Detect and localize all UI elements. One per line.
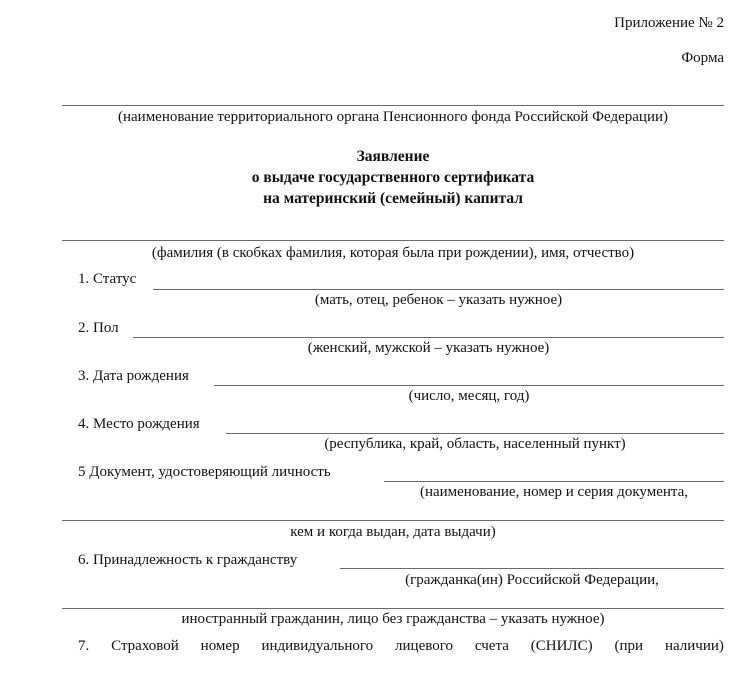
snils-word: номер (200, 638, 240, 654)
document-hint: (наименование, номер и серия документа, (419, 484, 689, 500)
title-line-3: на материнский (семейный) капитал (263, 190, 523, 207)
document-label: 5 Документ, удостоверяющий личность (78, 464, 331, 480)
form-label: Форма (681, 50, 724, 66)
document-title (62, 146, 724, 209)
document-line[interactable] (384, 481, 724, 482)
snils-word: наличии) (664, 638, 724, 654)
title-line-2: о выдаче государственного сертификата (251, 169, 535, 186)
status-hint: (мать, отец, ребенок – указать нужное) (314, 292, 563, 308)
birth-date-hint: (число, месяц, год) (408, 388, 530, 404)
snils-word: лицевого (395, 638, 454, 654)
citizenship-hint: (гражданка(ин) Российской Федерации, (405, 572, 659, 588)
birth-place-hint: (республика, край, область, населенный пункт) (324, 436, 626, 452)
birth-date-label: 3. Дата рождения (78, 368, 189, 384)
org-name-caption: (наименование территориального органа Пенсионного фонда Российской Федерации) (117, 109, 668, 125)
birth-place-label: 4. Место рождения (78, 416, 200, 432)
org-name-line[interactable] (62, 105, 724, 106)
document-line-2[interactable] (62, 520, 724, 521)
birth-date-line[interactable] (214, 385, 724, 386)
gender-hint: (женский, мужской – указать нужное) (307, 340, 550, 356)
title-line-1: Заявление (356, 148, 430, 165)
citizenship-label: 6. Принадлежность к гражданству (78, 552, 298, 568)
appendix-label: Приложение № 2 (614, 15, 724, 31)
snils-word: (СНИЛС) (530, 638, 593, 654)
citizenship-line[interactable] (340, 568, 724, 569)
document-hint-2: кем и когда выдан, дата выдачи) (290, 524, 496, 540)
full-name-caption: (фамилия (в скобках фамилия, которая была при рождении), имя, отчество) (151, 245, 635, 261)
snils-word: индивидуального (261, 638, 374, 654)
snils-word: (при (614, 638, 644, 654)
full-name-line[interactable] (62, 240, 724, 241)
gender-line[interactable] (133, 337, 724, 338)
gender-label: 2. Пол (78, 320, 119, 336)
snils-word: Страховой (111, 638, 179, 654)
citizenship-hint-2: иностранный гражданин, лицо без гражданства – указать нужное) (181, 611, 605, 627)
snils-row (78, 638, 724, 655)
status-line[interactable] (153, 289, 724, 290)
citizenship-line-2[interactable] (62, 608, 724, 609)
birth-place-line[interactable] (226, 433, 724, 434)
snils-word: счета (474, 638, 509, 654)
snils-number: 7. (78, 638, 90, 654)
status-label: 1. Статус (78, 271, 137, 287)
